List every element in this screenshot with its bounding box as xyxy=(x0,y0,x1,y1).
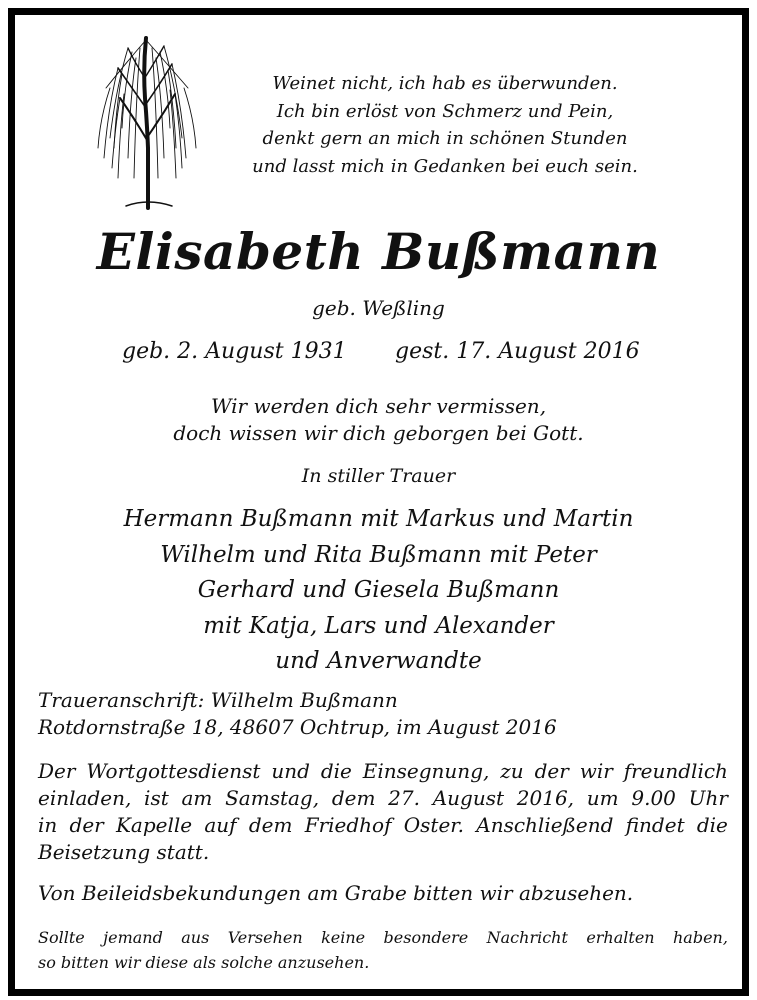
family-line: mit Katja, Lars und Alexander xyxy=(203,612,554,639)
mourning-intro: In stiller Trauer xyxy=(301,465,456,487)
poem-line: denkt gern an mich in schönen Stunden xyxy=(262,128,628,149)
deceased-name: Elisabeth Bußmann xyxy=(96,222,661,281)
justified-line xyxy=(38,925,728,950)
word: wir xyxy=(579,759,613,783)
word: in xyxy=(38,813,58,837)
weeping-willow-icon xyxy=(90,28,200,213)
family-line: Wilhelm und Rita Bußmann mit Peter xyxy=(160,541,597,568)
word: keine xyxy=(321,928,366,947)
poem-line: Ich bin erlöst von Schmerz und Pein, xyxy=(276,100,614,122)
verse-line: doch wissen wir dich geborgen bei Gott. xyxy=(173,421,584,445)
word: Nachricht xyxy=(486,928,568,947)
word: Der xyxy=(38,759,76,783)
word: Friedhof xyxy=(304,813,392,837)
word: einladen, xyxy=(38,786,132,810)
word: besondere xyxy=(383,928,469,947)
word: am xyxy=(181,786,213,810)
word: Uhr xyxy=(688,786,728,810)
poem xyxy=(225,70,665,180)
birth-date: geb. 2. August 1931 xyxy=(122,339,347,364)
justified-line xyxy=(38,758,728,785)
word: erhalten xyxy=(586,928,655,947)
word: freundlich xyxy=(623,759,728,783)
verse-line: Wir werden dich sehr vermissen, xyxy=(210,394,547,418)
address-line: Rotdornstraße 18, 48607 Ochtrup, im August 2016 xyxy=(38,715,557,739)
word: der xyxy=(69,813,104,837)
word: Samstag, xyxy=(225,786,320,810)
word: 2016, xyxy=(516,786,575,810)
word: ist xyxy=(144,786,169,810)
word: auf xyxy=(204,813,237,837)
word: die xyxy=(696,813,728,837)
notice xyxy=(38,925,728,975)
birth-name: geb. Weßling xyxy=(312,296,445,320)
word: dem xyxy=(331,786,376,810)
service-last-line: Beisetzung statt. xyxy=(38,840,210,864)
word: Versehen xyxy=(227,928,303,947)
word: findet xyxy=(625,813,685,837)
verse xyxy=(0,393,757,447)
word: jemand xyxy=(103,928,163,947)
poem-line: und lasst mich in Gedanken bei euch sein. xyxy=(252,155,638,177)
word: August xyxy=(432,786,505,810)
mourning-address xyxy=(38,687,728,741)
poem-line: Weinet nicht, ich hab es überwunden. xyxy=(272,73,618,94)
word: Anschließend xyxy=(476,813,614,837)
family-list xyxy=(0,502,757,680)
family-line: Hermann Bußmann mit Markus und Martin xyxy=(123,506,634,532)
death-date: gest. 17. August 2016 xyxy=(395,339,640,364)
service-announcement xyxy=(38,758,728,866)
word: Oster. xyxy=(403,813,465,837)
word: zu xyxy=(500,759,524,783)
word: Kapelle xyxy=(115,813,193,837)
word: Sollte xyxy=(38,928,85,947)
word: Wortgottesdienst xyxy=(86,759,261,783)
condolence-note: Von Beileidsbekundungen am Grabe bitten wir abzusehen. xyxy=(38,881,634,905)
word: 9.00 xyxy=(631,786,676,810)
justified-line xyxy=(38,812,728,839)
word: die xyxy=(320,759,352,783)
notice-last-line: so bitten wir diese als solche anzusehen. xyxy=(38,953,370,972)
address-line: Traueranschrift: Wilhelm Bußmann xyxy=(38,688,398,712)
family-line: und Anverwandte xyxy=(275,648,482,675)
word: der xyxy=(534,759,569,783)
word: aus xyxy=(181,928,210,947)
word: dem xyxy=(248,813,293,837)
family-line: Gerhard und Giesela Bußmann xyxy=(197,577,560,604)
justified-line xyxy=(38,785,728,812)
word: um xyxy=(586,786,619,810)
word: 27. xyxy=(388,786,420,810)
word: Einsegnung, xyxy=(362,759,490,783)
word: und xyxy=(271,759,310,783)
word: haben, xyxy=(673,928,728,947)
